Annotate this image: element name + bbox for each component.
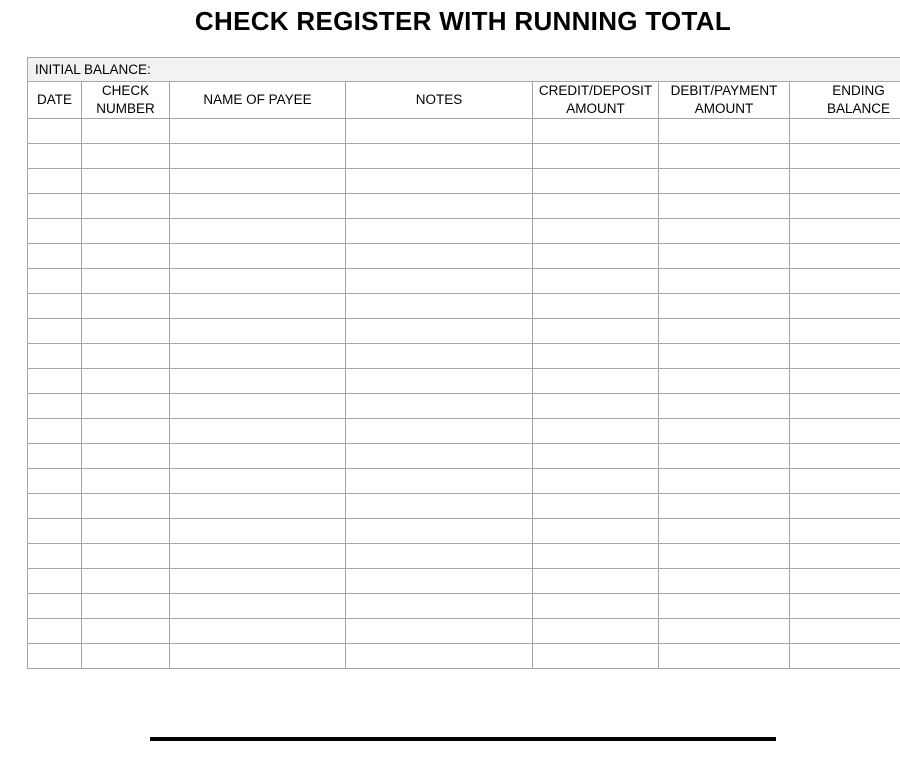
check-number-cell[interactable] [82, 219, 170, 244]
credit-cell[interactable] [533, 269, 659, 294]
ending-balance-cell[interactable] [790, 144, 900, 169]
ending-balance-cell[interactable] [790, 544, 900, 569]
notes-cell[interactable] [346, 169, 533, 194]
ending-balance-cell[interactable] [790, 394, 900, 419]
column-header-ending-balance: ENDING BALANCE [790, 82, 900, 119]
column-header-date: DATE [28, 82, 82, 119]
signature-line [150, 737, 776, 741]
date-cell[interactable] [28, 244, 82, 269]
notes-cell[interactable] [346, 369, 533, 394]
credit-cell[interactable] [533, 619, 659, 644]
credit-cell[interactable] [533, 244, 659, 269]
payee-cell[interactable] [170, 544, 346, 569]
debit-cell[interactable] [659, 219, 790, 244]
debit-cell[interactable] [659, 419, 790, 444]
initial-balance-label[interactable]: INITIAL BALANCE: [28, 58, 900, 82]
debit-cell[interactable] [659, 494, 790, 519]
ending-balance-cell[interactable] [790, 344, 900, 369]
debit-cell[interactable] [659, 619, 790, 644]
credit-cell[interactable] [533, 119, 659, 144]
date-cell[interactable] [28, 169, 82, 194]
date-cell[interactable] [28, 644, 82, 669]
table-row [28, 519, 900, 544]
payee-cell[interactable] [170, 119, 346, 144]
credit-cell[interactable] [533, 569, 659, 594]
table-row [28, 619, 900, 644]
notes-cell[interactable] [346, 544, 533, 569]
payee-cell[interactable] [170, 594, 346, 619]
debit-cell[interactable] [659, 169, 790, 194]
notes-cell[interactable] [346, 144, 533, 169]
credit-cell[interactable] [533, 644, 659, 669]
check-number-cell[interactable] [82, 244, 170, 269]
payee-cell[interactable] [170, 419, 346, 444]
ending-balance-cell[interactable] [790, 319, 900, 344]
table-row [28, 469, 900, 494]
check-number-cell[interactable] [82, 494, 170, 519]
credit-cell[interactable] [533, 519, 659, 544]
table-row [28, 294, 900, 319]
payee-cell[interactable] [170, 244, 346, 269]
check-number-cell[interactable] [82, 144, 170, 169]
table-row [28, 594, 900, 619]
date-cell[interactable] [28, 594, 82, 619]
payee-cell[interactable] [170, 469, 346, 494]
check-number-cell[interactable] [82, 419, 170, 444]
ending-balance-cell[interactable] [790, 294, 900, 319]
notes-cell[interactable] [346, 419, 533, 444]
credit-cell[interactable] [533, 444, 659, 469]
ending-balance-cell[interactable] [790, 569, 900, 594]
ending-balance-cell[interactable] [790, 119, 900, 144]
initial-balance-row [28, 58, 900, 82]
date-cell[interactable] [28, 119, 82, 144]
debit-cell[interactable] [659, 369, 790, 394]
date-cell[interactable] [28, 519, 82, 544]
date-cell[interactable] [28, 344, 82, 369]
date-cell[interactable] [28, 469, 82, 494]
ending-balance-cell[interactable] [790, 169, 900, 194]
debit-cell[interactable] [659, 319, 790, 344]
payee-cell[interactable] [170, 644, 346, 669]
ending-balance-cell[interactable] [790, 219, 900, 244]
check-number-cell[interactable] [82, 369, 170, 394]
notes-cell[interactable] [346, 644, 533, 669]
table-row [28, 144, 900, 169]
date-cell[interactable] [28, 144, 82, 169]
debit-cell[interactable] [659, 194, 790, 219]
ending-balance-cell[interactable] [790, 594, 900, 619]
date-cell[interactable] [28, 319, 82, 344]
ending-balance-cell[interactable] [790, 619, 900, 644]
table-row [28, 194, 900, 219]
debit-cell[interactable] [659, 569, 790, 594]
check-number-cell[interactable] [82, 344, 170, 369]
payee-cell[interactable] [170, 394, 346, 419]
credit-cell[interactable] [533, 144, 659, 169]
table-row [28, 269, 900, 294]
table-row [28, 569, 900, 594]
table-row [28, 544, 900, 569]
payee-cell[interactable] [170, 194, 346, 219]
notes-cell[interactable] [346, 444, 533, 469]
credit-cell[interactable] [533, 169, 659, 194]
date-cell[interactable] [28, 194, 82, 219]
payee-cell[interactable] [170, 269, 346, 294]
check-number-cell[interactable] [82, 469, 170, 494]
notes-cell[interactable] [346, 344, 533, 369]
payee-cell[interactable] [170, 494, 346, 519]
debit-cell[interactable] [659, 519, 790, 544]
table-row [28, 494, 900, 519]
notes-cell[interactable] [346, 494, 533, 519]
date-cell[interactable] [28, 219, 82, 244]
check-number-cell[interactable] [82, 594, 170, 619]
payee-cell[interactable] [170, 369, 346, 394]
date-cell[interactable] [28, 494, 82, 519]
notes-cell[interactable] [346, 119, 533, 144]
notes-cell[interactable] [346, 469, 533, 494]
debit-cell[interactable] [659, 544, 790, 569]
page-title: CHECK REGISTER WITH RUNNING TOTAL [194, 6, 732, 36]
check-number-cell[interactable] [82, 569, 170, 594]
debit-cell[interactable] [659, 644, 790, 669]
ending-balance-cell[interactable] [790, 419, 900, 444]
ending-balance-cell[interactable] [790, 494, 900, 519]
check-register-table [27, 57, 900, 669]
debit-cell[interactable] [659, 594, 790, 619]
date-cell[interactable] [28, 444, 82, 469]
notes-cell[interactable] [346, 394, 533, 419]
check-number-cell[interactable] [82, 519, 170, 544]
check-number-cell[interactable] [82, 444, 170, 469]
payee-cell[interactable] [170, 519, 346, 544]
credit-cell[interactable] [533, 194, 659, 219]
notes-cell[interactable] [346, 594, 533, 619]
notes-cell[interactable] [346, 619, 533, 644]
notes-cell[interactable] [346, 269, 533, 294]
check-number-cell[interactable] [82, 319, 170, 344]
debit-cell[interactable] [659, 244, 790, 269]
table-row [28, 119, 900, 144]
check-number-cell[interactable] [82, 544, 170, 569]
check-number-cell[interactable] [82, 619, 170, 644]
notes-cell[interactable] [346, 319, 533, 344]
debit-cell[interactable] [659, 444, 790, 469]
ending-balance-cell[interactable] [790, 469, 900, 494]
date-cell[interactable] [28, 269, 82, 294]
notes-cell[interactable] [346, 294, 533, 319]
debit-cell[interactable] [659, 119, 790, 144]
date-cell[interactable] [28, 419, 82, 444]
payee-cell[interactable] [170, 169, 346, 194]
check-number-cell[interactable] [82, 294, 170, 319]
payee-cell[interactable] [170, 444, 346, 469]
credit-cell[interactable] [533, 319, 659, 344]
check-number-cell[interactable] [82, 394, 170, 419]
debit-cell[interactable] [659, 344, 790, 369]
payee-cell[interactable] [170, 144, 346, 169]
date-cell[interactable] [28, 394, 82, 419]
debit-cell[interactable] [659, 394, 790, 419]
credit-cell[interactable] [533, 594, 659, 619]
notes-cell[interactable] [346, 519, 533, 544]
table-row [28, 644, 900, 669]
payee-cell[interactable] [170, 344, 346, 369]
ending-balance-cell[interactable] [790, 644, 900, 669]
check-number-cell[interactable] [82, 119, 170, 144]
ending-balance-cell[interactable] [790, 369, 900, 394]
table-row [28, 319, 900, 344]
date-cell[interactable] [28, 294, 82, 319]
notes-cell[interactable] [346, 194, 533, 219]
check-number-cell[interactable] [82, 194, 170, 219]
ending-balance-cell[interactable] [790, 244, 900, 269]
table-row [28, 369, 900, 394]
payee-cell[interactable] [170, 294, 346, 319]
notes-cell[interactable] [346, 219, 533, 244]
column-header-notes: NOTES [346, 82, 533, 119]
debit-cell[interactable] [659, 269, 790, 294]
table-row [28, 419, 900, 444]
check-number-cell[interactable] [82, 169, 170, 194]
check-number-cell[interactable] [82, 269, 170, 294]
credit-cell[interactable] [533, 494, 659, 519]
payee-cell[interactable] [170, 319, 346, 344]
table-row [28, 344, 900, 369]
notes-cell[interactable] [346, 569, 533, 594]
table-row [28, 444, 900, 469]
table-row [28, 169, 900, 194]
credit-cell[interactable] [533, 219, 659, 244]
column-header-debit-payment: DEBIT/PAYMENT AMOUNT [659, 82, 790, 119]
date-cell[interactable] [28, 544, 82, 569]
table-row [28, 219, 900, 244]
debit-cell[interactable] [659, 294, 790, 319]
payee-cell[interactable] [170, 619, 346, 644]
date-cell[interactable] [28, 619, 82, 644]
date-cell[interactable] [28, 569, 82, 594]
credit-cell[interactable] [533, 544, 659, 569]
credit-cell[interactable] [533, 344, 659, 369]
debit-cell[interactable] [659, 469, 790, 494]
credit-cell[interactable] [533, 369, 659, 394]
ending-balance-cell[interactable] [790, 444, 900, 469]
check-number-cell[interactable] [82, 644, 170, 669]
payee-cell[interactable] [170, 569, 346, 594]
credit-cell[interactable] [533, 394, 659, 419]
date-cell[interactable] [28, 369, 82, 394]
table-row [28, 394, 900, 419]
notes-cell[interactable] [346, 244, 533, 269]
ending-balance-cell[interactable] [790, 269, 900, 294]
column-header-row [28, 82, 900, 119]
payee-cell[interactable] [170, 219, 346, 244]
ending-balance-cell[interactable] [790, 194, 900, 219]
table-row [28, 244, 900, 269]
column-header-payee: NAME OF PAYEE [170, 82, 346, 119]
column-header-credit-deposit: CREDIT/DEPOSIT AMOUNT [533, 82, 659, 119]
credit-cell[interactable] [533, 469, 659, 494]
column-header-check-number: CHECK NUMBER [82, 82, 170, 119]
credit-cell[interactable] [533, 294, 659, 319]
credit-cell[interactable] [533, 419, 659, 444]
ending-balance-cell[interactable] [790, 519, 900, 544]
debit-cell[interactable] [659, 144, 790, 169]
